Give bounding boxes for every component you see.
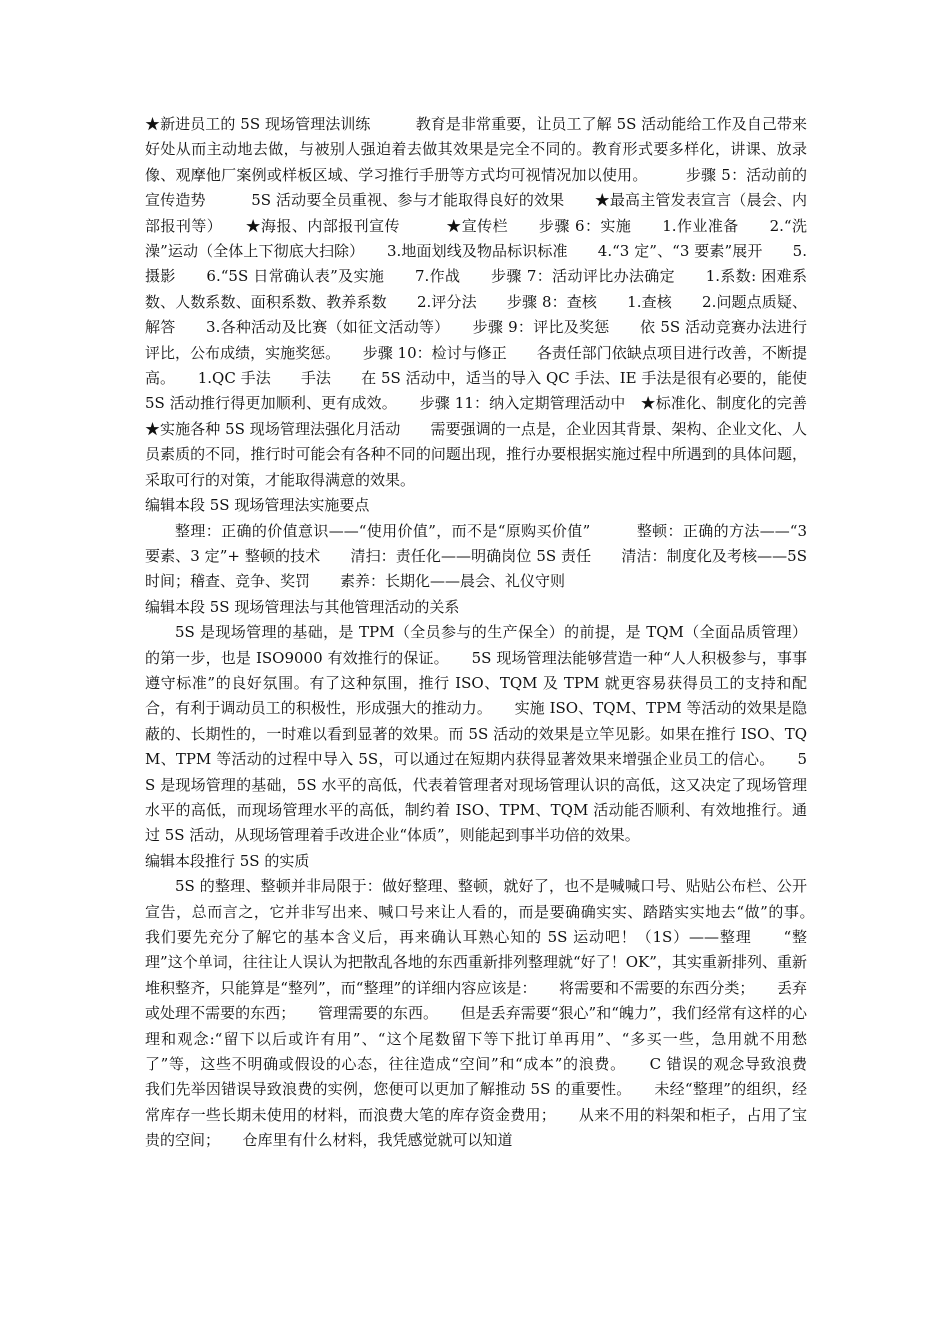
body-paragraph-steps: ★新进员工的 5S 现场管理法训练 教育是非常重要，让员工了解 5S 活动能给工作及自己带来好处从而主动地去做，与被别人强迫着去做其效果是完全不同的。教育形式要多样化，讲课、放录像、观摩他厂案例或样板区域、学习推行手册等方式均可视情况加以使用。 步骤 5：活动前的宣传造势 5S 活动要全员重视、参与才能取得良好的效果 ★最高主管发表宣言（晨会、内部报刊等） ★海报、内部报刊宣传 ★宣传栏 步骤 6：实施 1.作业准备 2.“洗澡”运动（全体上下彻底大扫除） 3.地面划线及物品标识标准 4.“3 定”、“3 要素”展开 5.摄影 6.“5S 日常确认表”及实施 7.作战 步骤 7：活动评比办法确定 1.系数: 困难系数、人数系数、面积系数、教养系数 2.评分法 步骤 8：查核 1.查核 2.问题点质疑、解答 3.各种活动及比赛（如征文活动等） 步骤 9：评比及奖惩 依 5S 活动竞赛办法进行评比，公布成绩，实施奖惩。 步骤 10：检讨与修正 各责任部门依缺点项目进行改善，不断提高。 1.QC 手法 手法 在 5S 活动中，适当的导入 QC 手法、IE 手法是很有必要的，能使 5S 活动推行得更加顺利、更有成效。 步骤 11：纳入定期管理活动中 ★标准化、制度化的完善 ★实施各种 5S 现场管理法强化月活动 需要强调的一点是，企业因其背景、架构、企业文化、人员素质的不同，推行时可能会有各种不同的问题出现，推行办要根据实施过程中所遇到的具体问题，采取可行的对策，才能取得满意的效果。 — [145, 115, 838, 489]
section-heading-essence: 编辑本段推行 5S 的实质 — [145, 851, 310, 870]
document-page — [145, 112, 838, 1154]
section-heading-key-points: 编辑本段 5S 现场管理法实施要点 — [145, 496, 370, 515]
section-heading-relationship: 编辑本段 5S 现场管理法与其他管理活动的关系 — [145, 597, 460, 616]
body-paragraph-key-points: 整理：正确的价值意识——“使用价值”，而不是“原购买价值” 整顿：正确的方法——“3 要素、3 定”+ 整顿的技术 清扫：责任化——明确岗位 5S 责任 清洁：制度化及考核——5S 时间；稽查、竞争、奖罚 素养：长期化——晨会、礼仪守则 — [145, 521, 807, 591]
body-paragraph-relationship: 5S 是现场管理的基础，是 TPM（全员参与的生产保全）的前提，是 TQM（全面品质管理）的第一步，也是 ISO9000 有效推行的保证。 5S 现场管理法能够营造一种“人人积极参与，事事遵守标准”的良好氛围。有了这种氛围，推行 ISO、TQM 及 TPM 就更容易获得员工的支持和配合，有利于调动员工的积极性，形成强大的推动力。 实施 ISO、TQM、TPM 等活动的效果是隐蔽的、长期性的，一时难以看到显著的效果。而 5S 活动的效果是立竿见影。如果在推行 ISO、TQM、TPM 等活动的过程中导入 5S，可以通过在短期内获得显著效果来增强企业员工的信心。 5S 是现场管理的基础，5S 水平的高低，代表着管理者对现场管理认识的高低，这又决定了现场管理水平的高低，而现场管理水平的高低，制约着 ISO、TPM、TQM 活动能否顺利、有效地推行。通过 5S 活动，从现场管理着手改进企业“体质”，则能起到事半功倍的效果。 — [145, 623, 807, 845]
body-paragraph-essence: 5S 的整理、整顿并非局限于：做好整理、整顿，就好了，也不是喊喊口号、贴贴公布栏、公开宣告，总而言之，它并非写出来、喊口号来让人看的，而是要确确实实、踏踏实实地去“做”的事。 我们要先充分了解它的基本含义后，再来确认耳熟心知的 5S 运动吧！（1S）——整理 “整理”这个单词，往往让人误认为把散乱各地的东西重新排列整理就“好了！OK”，其实重新排列、重新堆积整齐，只能算是“整列”，而“整理”的详细内容应该是： 将需要和不需要的东西分类； 丢弃或处理不需要的东西； 管理需要的东西。 但是丢弃需要“狠心”和“魄力”，我们经常有这样的心理和观念:“留下以后或许有用”、“这个尾数留下等下批订单再用”、“多买一些，急用就不用愁了”等，这些不明确或假设的心态，往往造成“空间”和“成本”的浪费。 C 错误的观念导致浪费 我们先举因错误导致浪费的实例，您便可以更加了解推动 5S 的重要性。 未经“整理”的组织，经常库存一些长期未使用的材料，而浪费大笔的库存资金费用； 从来不用的料架和柜子，占用了宝贵的空间； 仓库里有什么材料，我凭感觉就可以知道 — [145, 877, 838, 1150]
